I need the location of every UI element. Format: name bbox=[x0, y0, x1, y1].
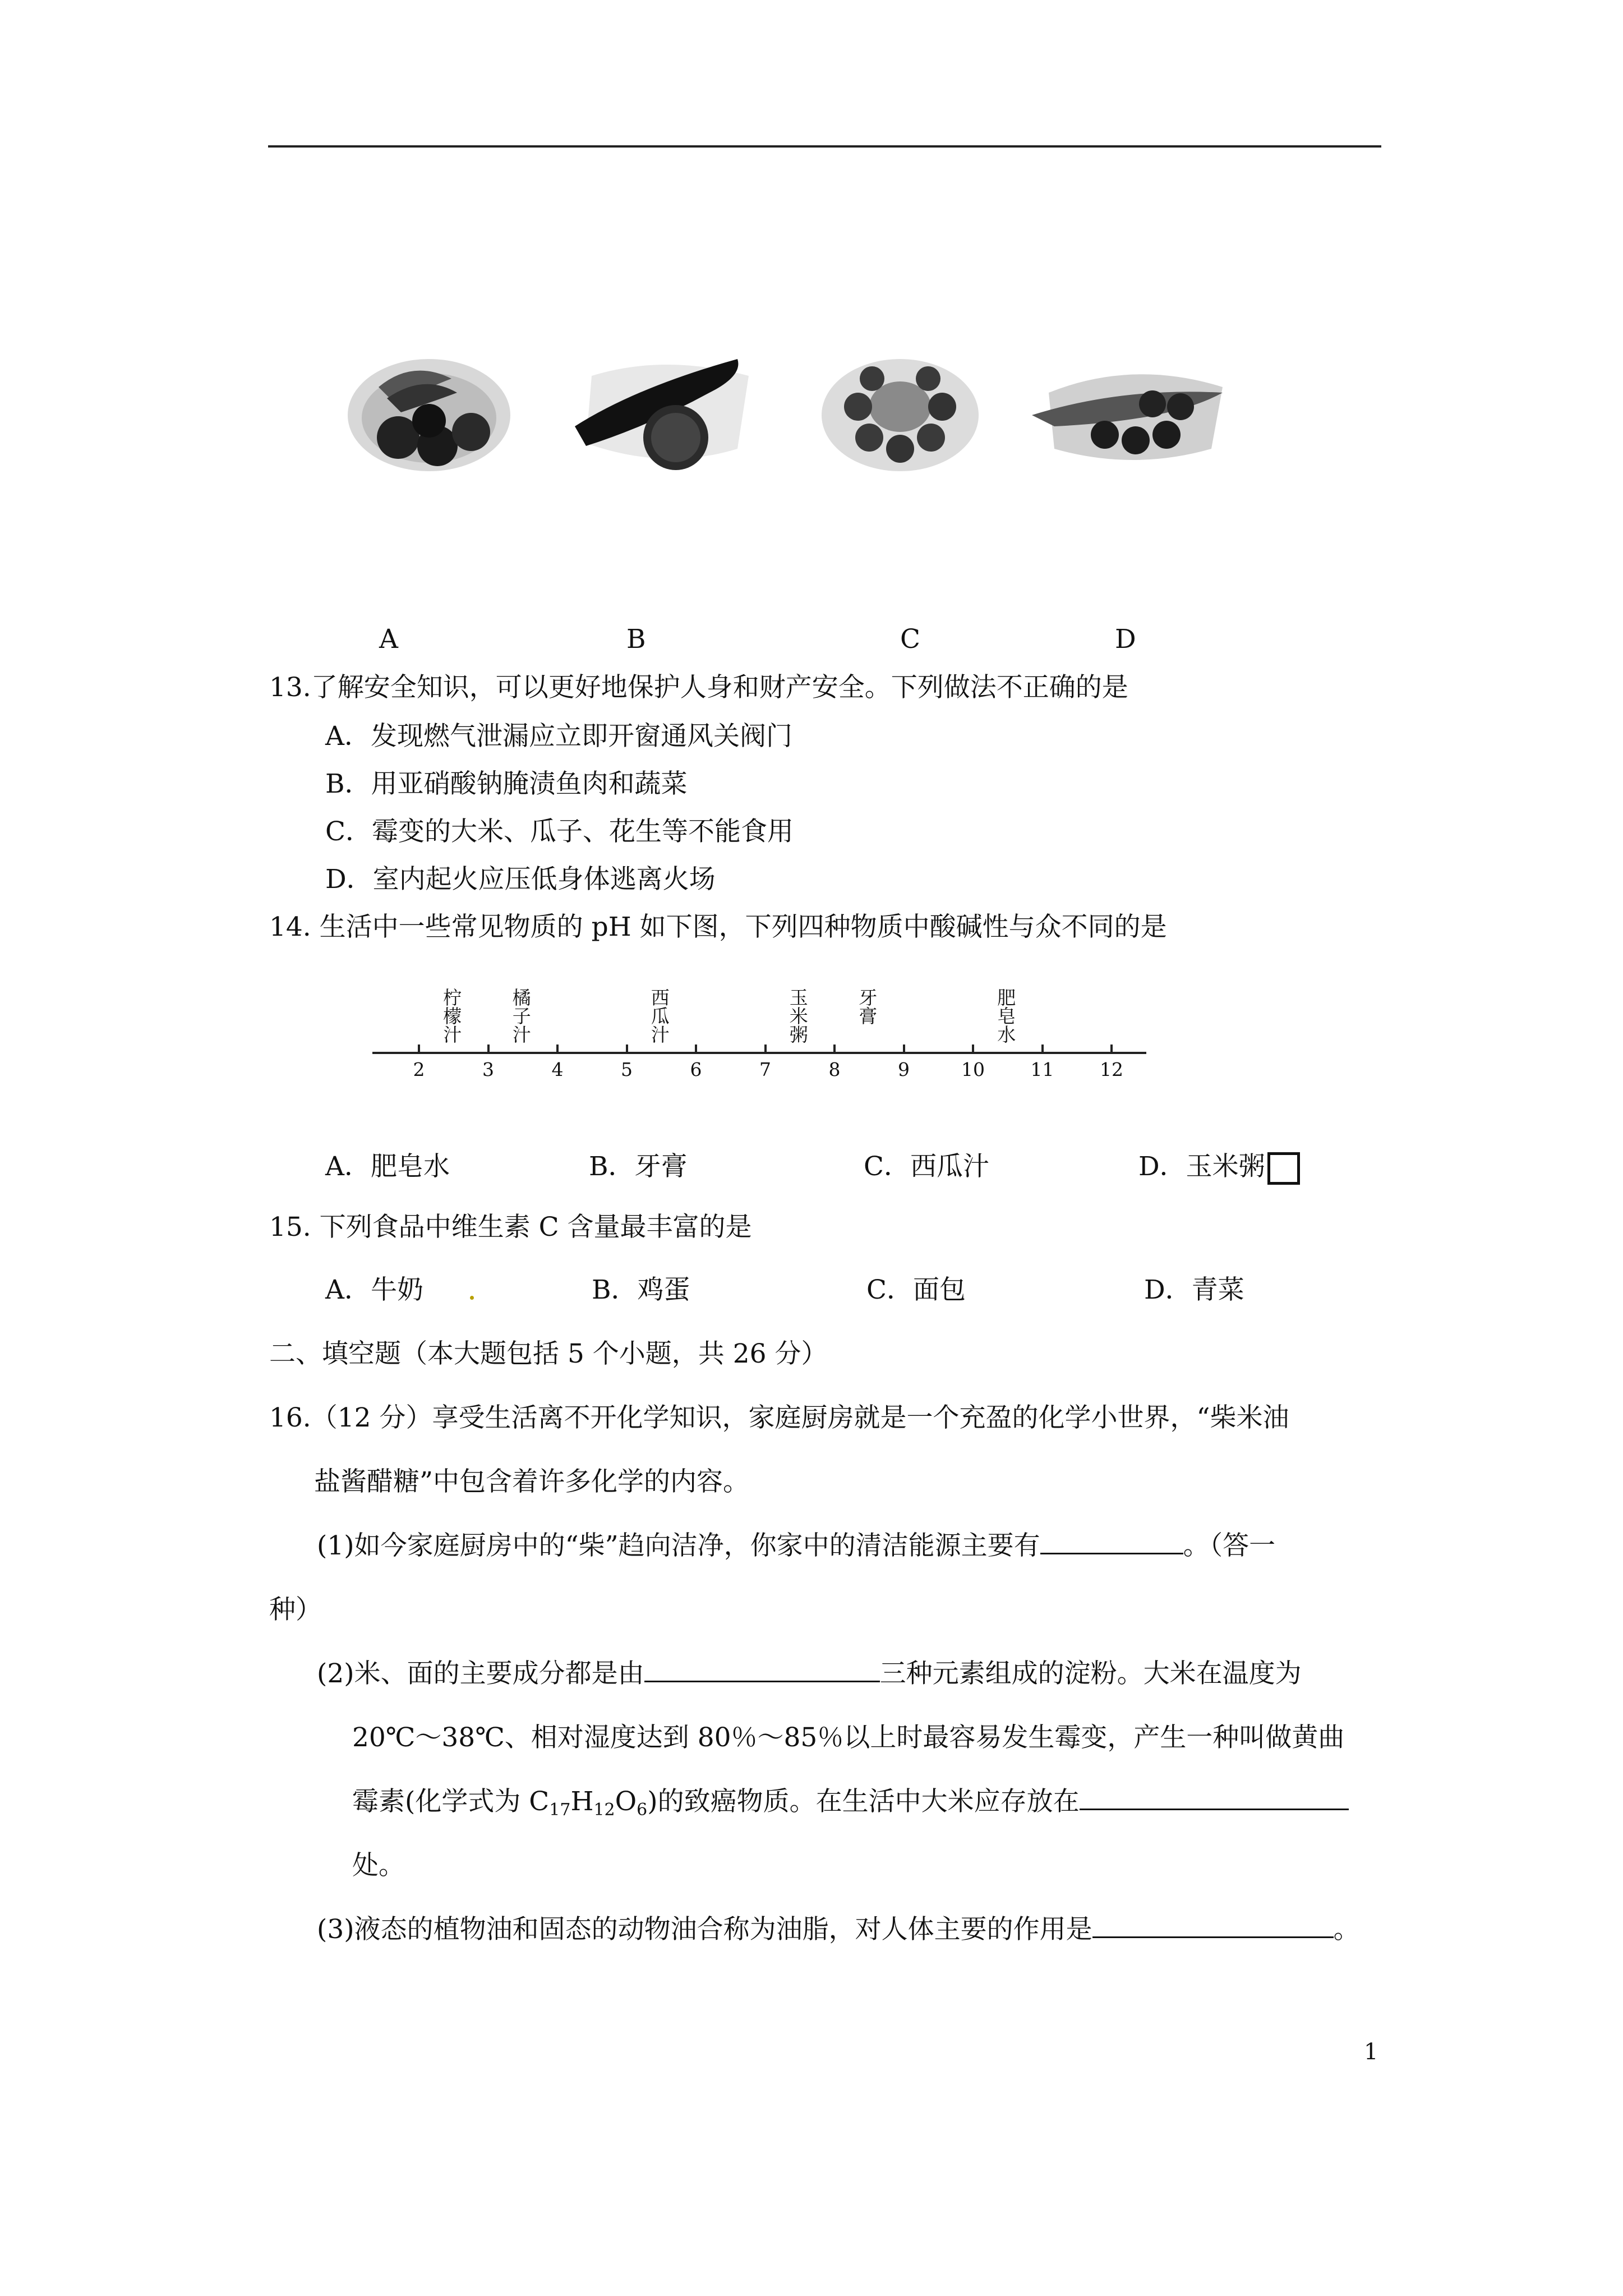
formula-h: H bbox=[570, 1786, 594, 1817]
q15-option-a: A．牛奶 bbox=[325, 1274, 423, 1305]
q16-intro-line1: 16.（12 分）享受生活离不开化学知识，家庭厨房就是一个充盈的化学小世界，“柴米油 bbox=[269, 1402, 1289, 1433]
q16-part1-blank[interactable] bbox=[1040, 1529, 1183, 1554]
food-image-b bbox=[569, 342, 754, 477]
q16-part3-text: (3)液态的植物油和固态的动物油合称为油脂，对人体主要的作用是 bbox=[317, 1914, 1092, 1945]
q13-option-c: C．霉变的大米、瓜子、花生等不能食用 bbox=[325, 816, 794, 847]
ph-substance-label: 西瓜汁 bbox=[651, 987, 670, 1046]
answer-box bbox=[1267, 1152, 1300, 1185]
formula-sub-c: 17 bbox=[549, 1800, 571, 1820]
formula-sub-o: 6 bbox=[637, 1800, 648, 1820]
ph-substance-label: 肥皂水 bbox=[997, 987, 1016, 1046]
food-image-d bbox=[1032, 342, 1234, 477]
ph-tick bbox=[972, 1045, 974, 1054]
ph-substance-label: 橘子汁 bbox=[512, 987, 531, 1046]
q16-part2-blank-elements[interactable] bbox=[644, 1657, 880, 1682]
ph-tick bbox=[418, 1045, 420, 1054]
page-number: 1 bbox=[1364, 2039, 1378, 2065]
q14-stem: 14. 生活中一些常见物质的 pH 如下图，下列四种物质中酸碱性与众不同的是 bbox=[269, 912, 1167, 942]
ph-tick-label: 6 bbox=[690, 1059, 702, 1080]
food-image-a bbox=[345, 348, 513, 477]
ph-substance-label: 玉米粥 bbox=[789, 987, 808, 1046]
q16-part2-line3 bbox=[352, 1785, 1349, 1827]
ph-tick-label: 7 bbox=[759, 1059, 771, 1080]
ph-tick bbox=[626, 1045, 628, 1054]
formula-o: O bbox=[615, 1786, 637, 1817]
stray-dot bbox=[470, 1296, 474, 1300]
q16-part2-tail: 三种元素组成的淀粉。大米在温度为 bbox=[879, 1658, 1302, 1689]
q13-option-a: A．发现燃气泄漏应立即开窗通风关阀门 bbox=[325, 721, 792, 752]
ph-tick bbox=[903, 1045, 905, 1054]
ph-tick-label: 5 bbox=[621, 1059, 633, 1080]
q13-stem: 13.了解安全知识，可以更好地保护人身和财产安全。下列做法不正确的是 bbox=[269, 672, 1128, 703]
ph-tick bbox=[1110, 1045, 1113, 1054]
ph-substance-label: 牙膏 bbox=[859, 987, 878, 1027]
ph-tick-label: 9 bbox=[898, 1059, 910, 1080]
food-label-b: B bbox=[626, 624, 646, 655]
food-image-c bbox=[816, 345, 984, 474]
q16-part1-wrap: 种） bbox=[269, 1594, 322, 1625]
q15-option-b: B．鸡蛋 bbox=[592, 1274, 690, 1305]
ph-tick bbox=[764, 1045, 767, 1054]
q14-option-d: D．玉米粥 bbox=[1138, 1151, 1265, 1182]
formula-sub-h: 12 bbox=[593, 1800, 615, 1820]
ph-tick-label: 12 bbox=[1100, 1059, 1123, 1080]
ph-tick bbox=[695, 1045, 697, 1054]
ph-tick bbox=[833, 1045, 836, 1054]
q16-part2-blank-storage[interactable] bbox=[1080, 1785, 1349, 1810]
food-label-d: D bbox=[1115, 624, 1136, 655]
header-rule bbox=[268, 145, 1381, 148]
q16-part1-tail: 。（答一 bbox=[1183, 1530, 1276, 1561]
q16-part2 bbox=[317, 1657, 1302, 1691]
q16-part1-text: (1)如今家庭厨房中的“柴”趋向洁净，你家中的清洁能源主要有 bbox=[317, 1530, 1040, 1561]
ph-tick-label: 2 bbox=[413, 1059, 425, 1080]
q16-part2-line3-tail: )的致癌物质。在生活中大米应存放在 bbox=[647, 1786, 1080, 1817]
ph-tick bbox=[1041, 1045, 1044, 1054]
q14-option-b: B．牙膏 bbox=[589, 1151, 688, 1182]
q15-option-c: C．面包 bbox=[866, 1274, 966, 1305]
food-label-c: C bbox=[900, 624, 920, 655]
ph-tick bbox=[487, 1045, 490, 1054]
q16-part2-line3-text: 霉素(化学式为 C bbox=[352, 1786, 550, 1817]
ph-substance-label: 柠檬汁 bbox=[443, 987, 462, 1046]
q13-option-b: B．用亚硝酸钠腌渍鱼肉和蔬菜 bbox=[325, 769, 688, 799]
q16-part2-line4: 处。 bbox=[352, 1850, 405, 1881]
ph-tick-label: 11 bbox=[1030, 1059, 1054, 1080]
q14-option-c: C．西瓜汁 bbox=[864, 1151, 989, 1182]
q14-option-a: A．肥皂水 bbox=[325, 1151, 450, 1182]
q16-part3-tail: 。 bbox=[1333, 1914, 1360, 1945]
q14-option-d-row bbox=[1138, 1150, 1300, 1185]
q16-part3 bbox=[317, 1913, 1360, 1947]
q15-stem: 15. 下列食品中维生素 C 含量最丰富的是 bbox=[269, 1212, 752, 1243]
q16-part2-text: (2)米、面的主要成分都是由 bbox=[317, 1658, 644, 1689]
ph-tick-label: 10 bbox=[961, 1059, 985, 1080]
ph-tick-label: 3 bbox=[482, 1059, 494, 1080]
q13-option-d: D．室内起火应压低身体逃离火场 bbox=[325, 864, 716, 895]
q16-intro-line2: 盐酱醋糖”中包含着许多化学的内容。 bbox=[314, 1466, 750, 1497]
section2-title: 二、填空题（本大题包括 5 个小题，共 26 分） bbox=[269, 1338, 828, 1369]
ph-tick-label: 8 bbox=[828, 1059, 841, 1080]
ph-tick-label: 4 bbox=[551, 1059, 564, 1080]
q16-part1 bbox=[317, 1529, 1275, 1563]
food-label-a: A bbox=[379, 624, 398, 655]
q16-part3-blank[interactable] bbox=[1092, 1913, 1334, 1938]
q16-part2-line2: 20℃～38℃、相对湿度达到 80％～85％以上时最容易发生霉变，产生一种叫做黄曲 bbox=[352, 1722, 1345, 1753]
q15-option-d: D．青菜 bbox=[1144, 1274, 1244, 1305]
ph-tick bbox=[556, 1045, 559, 1054]
